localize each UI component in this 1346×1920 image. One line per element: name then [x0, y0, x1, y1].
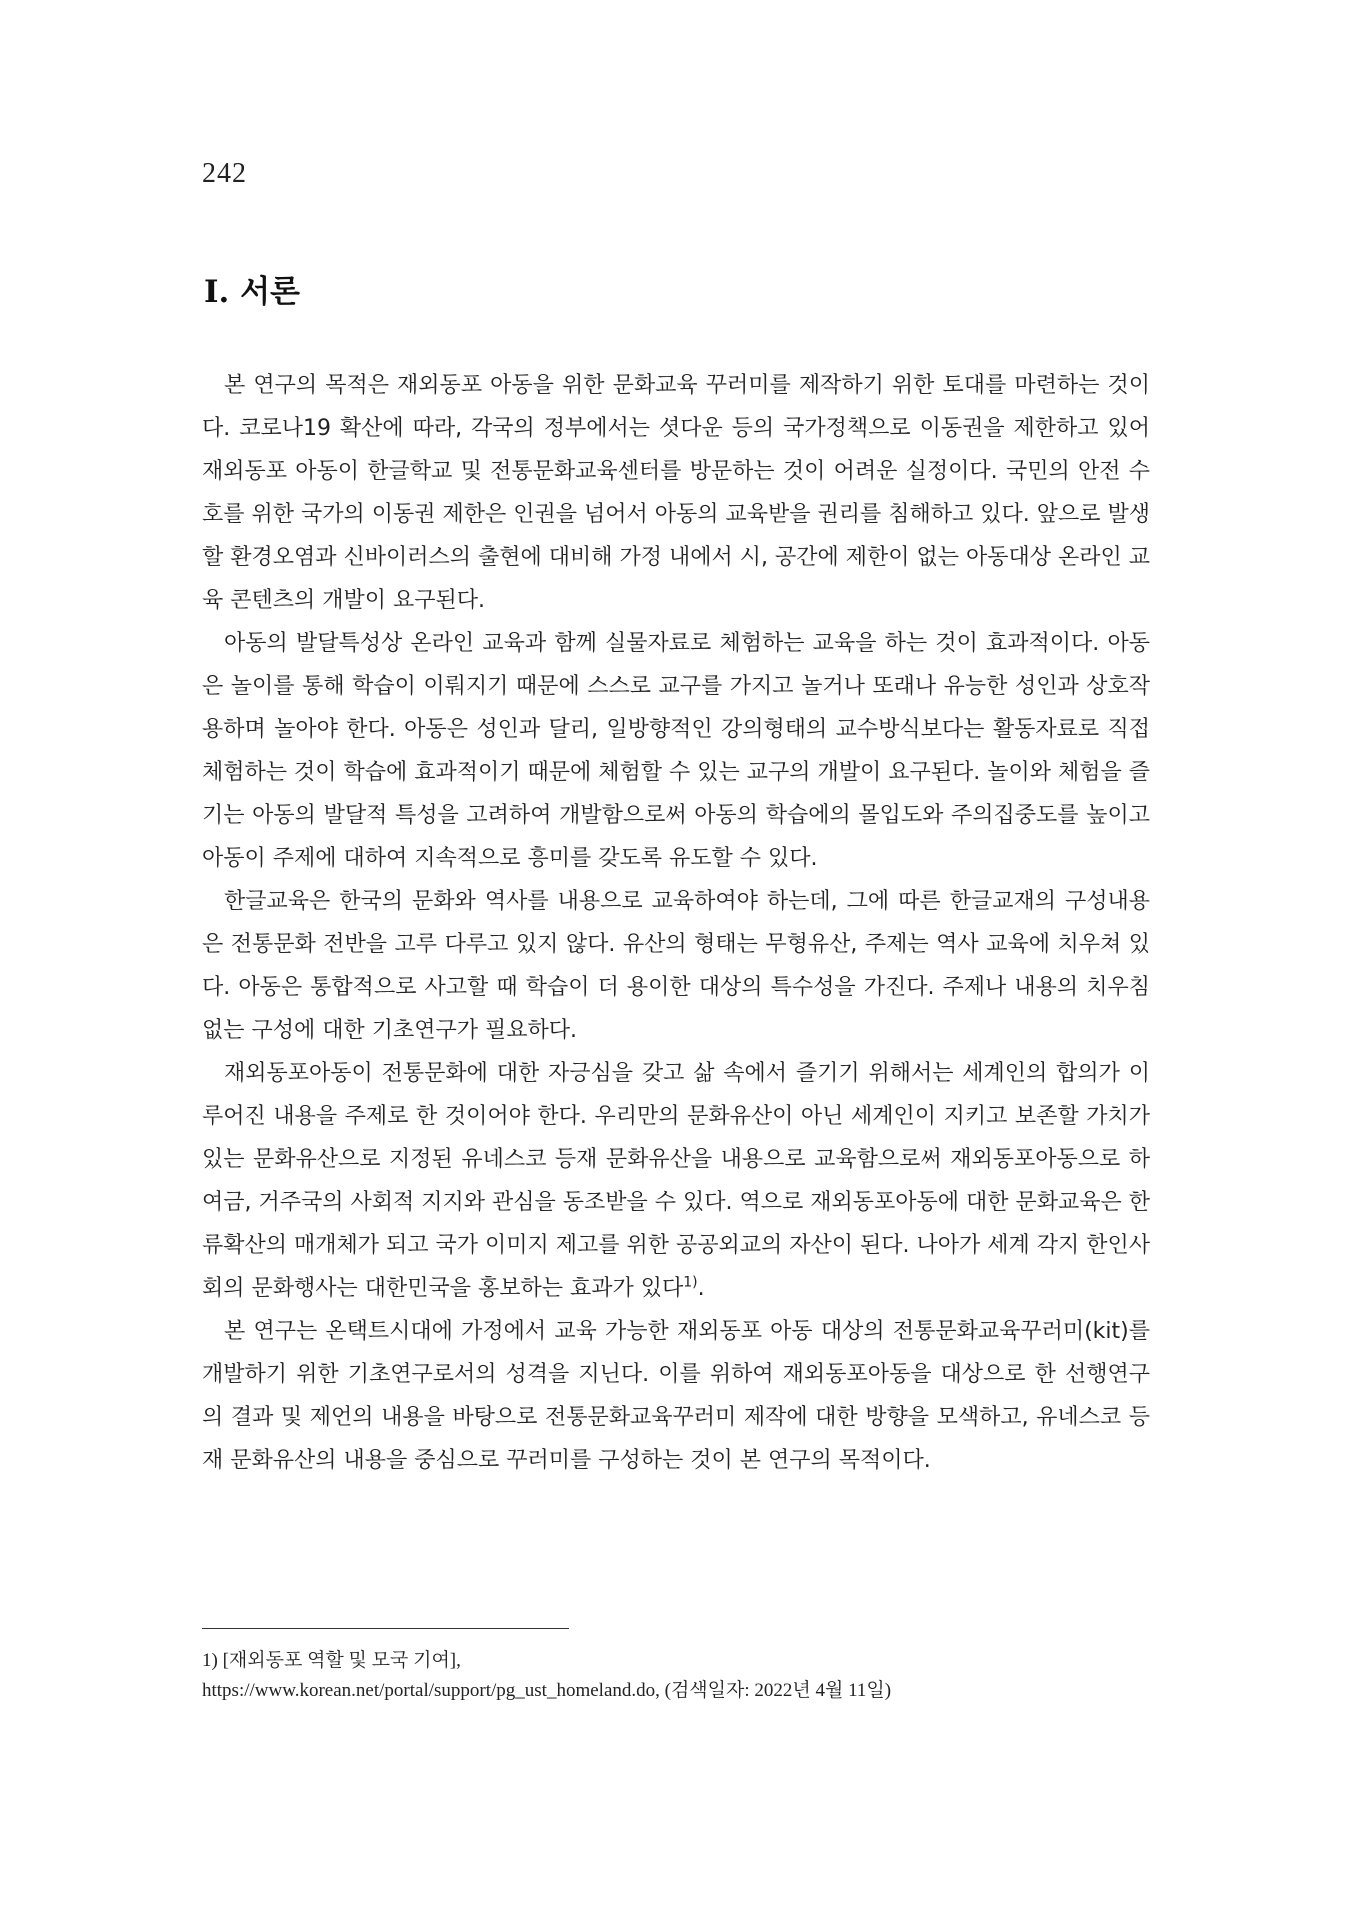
footnote — [202, 1646, 1150, 1706]
paragraph-5: 본 연구는 온택트시대에 가정에서 교육 가능한 재외동포 아동 대상의 전통문화교육꾸러미(kit)를 개발하기 위한 기초연구로서의 성격을 지닌다. 이를 위하여 재외동포아동을 대상으로 한 선행연구의 결과 및 제언의 내용을 바탕으로 전통문화교육꾸러미 제작에 대한 방향을 모색하고, 유네스코 등재 문화유산의 내용을 중심으로 꾸러미를 구성하는 것이 본 연구의 목적이다. — [202, 1319, 1150, 1473]
paragraph-4-text: 재외동포아동이 전통문화에 대한 자긍심을 갖고 삶 속에서 즐기기 위해서는 세계인의 합의가 이루어진 내용을 주제로 한 것이어야 한다. 우리만의 문화유산이 아닌 세계인이 지키고 보존할 가치가 있는 문화유산으로 지정된 유네스코 등재 문화유산을 내용으로 교육함으로써 재외동포아동으로 하여금, 거주국의 사회적 지지와 관심을 동조받을 수 있다. 역으로 재외동포아동에 대한 문화교육은 한류확산의 매개체가 되고 국가 이미지 제고를 위한 공공외교의 자산이 된다. 나아가 세계 각지 한인사회의 문화행사는 대한민국을 홍보하는 효과가 있다 — [202, 1061, 1150, 1301]
footnote-url[interactable]: https://www.korean.net/portal/support/pg_ust_homeland.do, (검색일자: 2022년 4월 11일) — [202, 1680, 892, 1701]
section-heading: Ⅰ. 서론 — [204, 274, 300, 310]
paragraph-2: 아동의 발달특성상 온라인 교육과 함께 실물자료로 체험하는 교육을 하는 것이 효과적이다. 아동은 놀이를 통해 학습이 이뤄지기 때문에 스스로 교구를 가지고 놀거나 또래나 유능한 성인과 상호작용하며 놀아야 한다. 아동은 성인과 달리, 일방향적인 강의형태의 교수방식보다는 활동자료로 직접 체험하는 것이 학습에 효과적이기 때문에 체험할 수 있는 교구의 개발이 요구된다. 놀이와 체험을 즐기는 아동의 발달적 특성을 고려하여 개발함으로써 아동의 학습에의 몰입도와 주의집중도를 높이고 아동이 주제에 대하여 지속적으로 흥미를 갖도록 유도할 수 있다. — [202, 631, 1150, 871]
paragraph-4-end: . — [697, 1276, 705, 1301]
footnote-divider — [202, 1628, 569, 1629]
footnote-title: 1) [재외동포 역할 및 모국 기여], — [202, 1650, 461, 1671]
paragraph-1: 본 연구의 목적은 재외동포 아동을 위한 문화교육 꾸러미를 제작하기 위한 토대를 마련하는 것이다. 코로나19 확산에 따라, 각국의 정부에서는 셧다운 등의 국가정책으로 이동권을 제한하고 있어 재외동포 아동이 한글학교 및 전통문화교육센터를 방문하는 것이 어려운 실정이다. 국민의 안전 수호를 위한 국가의 이동권 제한은 인권을 넘어서 아동의 교육받을 권리를 침해하고 있다. 앞으로 발생할 환경오염과 신바이러스의 출현에 대비해 가정 내에서 시, 공간에 제한이 없는 아동대상 온라인 교육 콘텐츠의 개발이 요구된다. — [202, 373, 1150, 613]
body-text — [202, 364, 1150, 1482]
paragraph-3: 한글교육은 한국의 문화와 역사를 내용으로 교육하여야 하는데, 그에 따른 한글교재의 구성내용은 전통문화 전반을 고루 다루고 있지 않다. 유산의 형태는 무형유산, 주제는 역사 교육에 치우쳐 있다. 아동은 통합적으로 사고할 때 학습이 더 용이한 대상의 특수성을 가진다. 주제나 내용의 치우침 없는 구성에 대한 기초연구가 필요하다. — [202, 889, 1150, 1043]
footnote-reference[interactable]: 1) — [683, 1274, 698, 1291]
paragraph-4 — [202, 1052, 1150, 1310]
page-number: 242 — [202, 158, 247, 189]
